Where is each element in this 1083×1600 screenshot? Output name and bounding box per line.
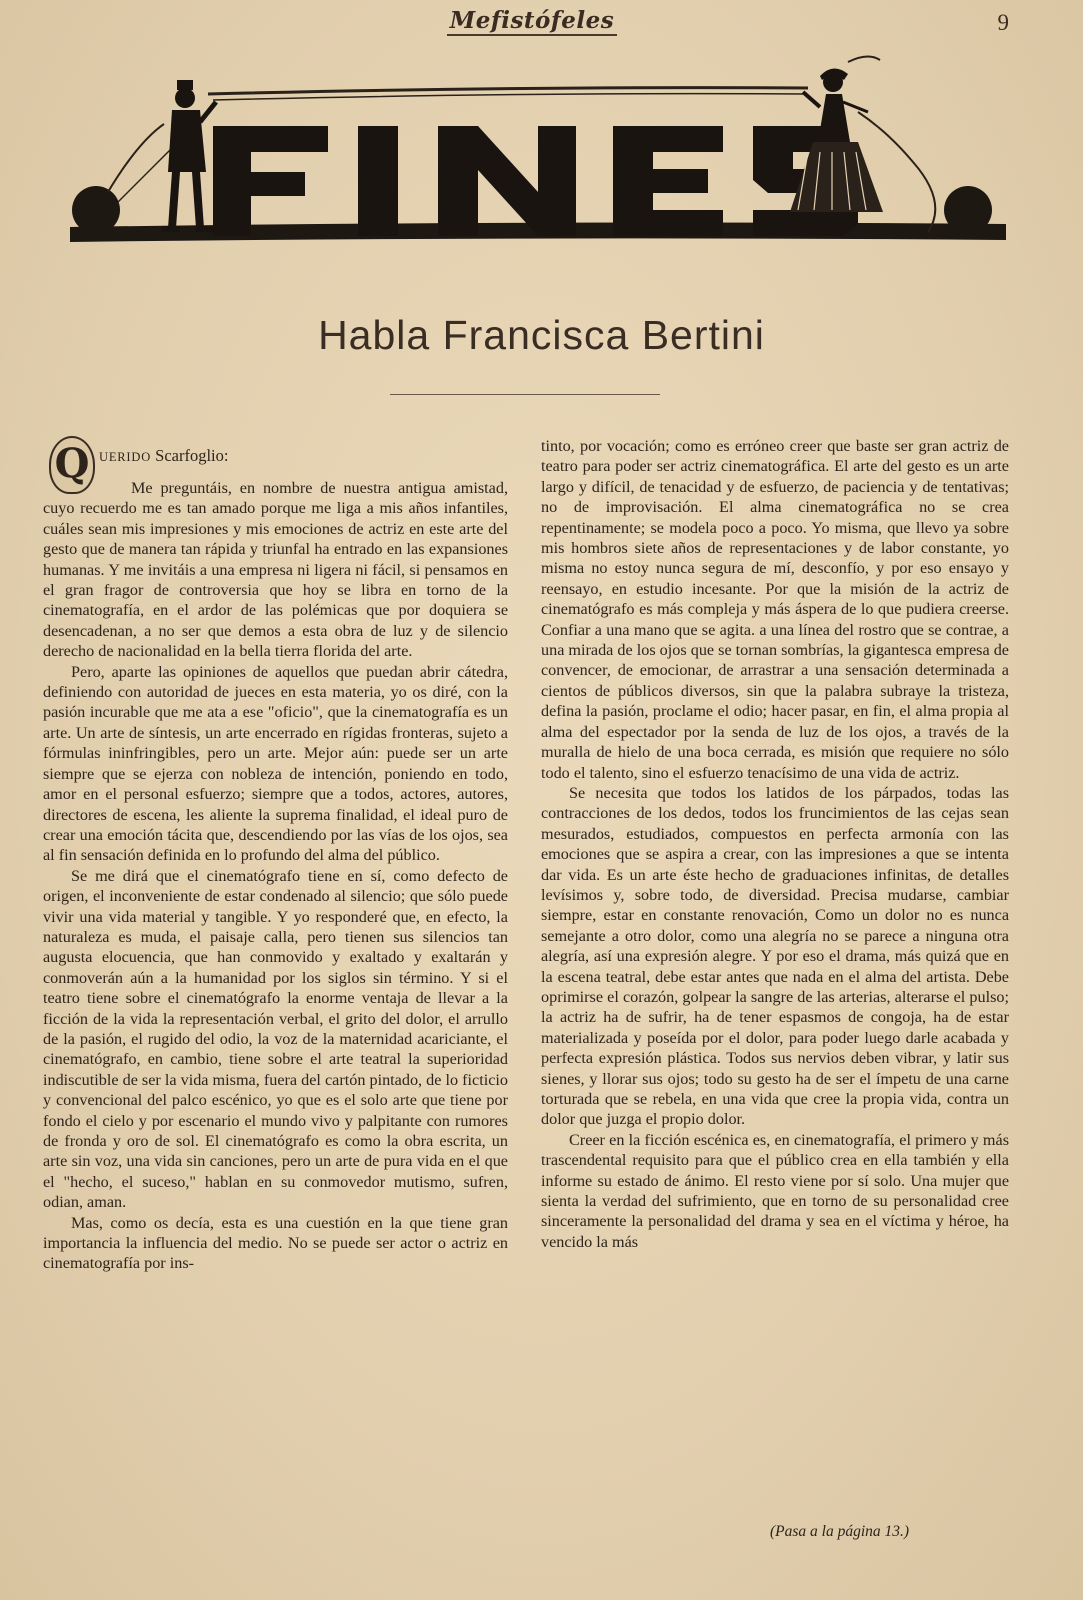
paragraph: Creer en la ficción escénica es, en cinematografía, el primero y más trascendental requisito para que el público crea en ella también y ella informe su estado de ánimo. El resto viene por sí solo. Una mujer que sienta la verdad del sufrimiento, que en torno de su personalidad cree sinceramente la personalidad del drama y sea en el víctima y héroe, ha vencido la más — [541, 1130, 1009, 1251]
paragraph-continuation: tinto, por vocación; como es erróneo creer que baste ser gran actriz de teatro para poder ser actriz cinematográfica. El arte del gesto es un arte largo y difícil, de tenacidad y de esfuerzo, de paciencia y de tentativas; no de improvisación. El alma cinematográfica no se crea repentinamente; se modela poco a poco. Yo misma, que llevo ya sobre mis hombros siete años de representaciones y de labor constante, yo misma no estoy nunca segura de mí, desconfío, y por eso ensayo y reensayo, en estudio incesante. Por que la misión de la actriz de cinematógrafo es más compleja y más áspera de lo que pudiera creerse. Confiar a una mano que se agita. a una línea del rostro que se contrae, a una mirada de los ojos que se tornan sombrías, la gigantesca empresa de convencer, de emocionar, de arrastrar a una sensación determinada a cientos de públicos diversos, sin que la palabra subraye la tristeza, defina la pasión, proclame el odio; hacer pasar, en fin, el alma propia al alma del espectador por la senda de luz de los ojos, a través de la muralla de hielo de una boca cerrada, es misión que requiere no sólo todo el talento, sino el esfuerzo tenacísimo de una vida de actriz. — [541, 437, 1009, 782]
title-divider — [390, 394, 660, 395]
right-column — [541, 436, 1009, 1252]
salutation-text — [99, 446, 228, 467]
salutation-rest: Scarfoglio: — [151, 446, 229, 465]
salutation — [43, 436, 508, 487]
paragraph: Mas, como os decía, esta es una cuestión en la que tiene gran importancia la influencia del medio. No se puede ser actor o actriz en cinematografía por ins- — [43, 1213, 508, 1273]
paragraph: Me preguntáis, en nombre de nuestra antigua amistad, cuyo recuerdo me es tan amado porque me liga a mis años infantiles, cuáles sean mis impresiones y mis emociones de actriz en este arte del gesto que de manera tan rápida y triunfal ha entrado en las expansiones humanas. Y me invitáis a una empresa ni ligera ni fácil, si pensamos en el gran fragor de controversia que hoy se libra en torno de la cinematografía, en el ardor de las polémicas que por doquiera se desencadenan, a no ser que demos a esta obra de luz y de silencio derecho de nacionalidad en la bella tierra florida del arte. — [43, 479, 508, 661]
paragraph: Pero, aparte las opiniones de aquellos que puedan abrir cátedra, definiendo con autoridad de jueces en esta materia, yo os diré, con la pasión incurable que me ata a ese "oficio", que la cinematografía es un arte. Un arte de síntesis, un arte encerrado en rígidas fronteras, sujeto a fórmulas ininfringibles, pero un arte. Mejor aún: puede ser un arte siempre que se ejerza con nobleza de intención, poniendo en todo, amor en el personal esfuerzo; siempre que a todos, actores, autores, directores de escena, les aliente la suprema finalidad, el ideal puro de crear una emoción tácita que, descendiendo por las vías de los ojos, sea al fin sensación definida en lo profundo del alma del público. — [43, 662, 508, 865]
page-number: 9 — [997, 10, 1009, 35]
article-title: Habla Francisca Bertini — [318, 312, 765, 358]
masthead — [0, 8, 1083, 48]
left-column — [43, 436, 508, 1274]
salutation-small-caps: UERIDO — [99, 450, 152, 464]
paragraph: Se necesita que todos los latidos de los párpados, todas las contracciones de los dedos, todos los fruncimientos de las cejas sean mesurados, estudiados, compuestos en perfecta armonía con las emociones que se aspira a crear, con las impresiones a que se intenta dar vida. Es un arte éste hecho de graduaciones infinitas, de detalles levísimos y, sobre todo, de diversidad. Precisa mudarse, cambiar siempre, estar en constante renovación, Como un dolor no es nunca semejante a otro dolor, como una alegría no se parece a ninguna otra alegría, así una expresión alegre. Y por eso el drama, más quizá que en la escena teatral, debe estar antes que nada en el alma del artista. Debe oprimirse el corazón, golpear la sangre de las arterias, alterarse el pulso; la actriz ha de sufrir, ha de tener espasmos de congoja, ha de estar materializada y poseída por el dolor, para poder luego darle acabada y perfecta expresión plástica. Todos sus nervios deben vibrar, y latir sus sienes, y llorar sus ojos; todo su gesto ha de ser el ímpetu de una carne torturada que se rebela, en una vida que cree la propia vida, contra un dolor que juzga el propio dolor. — [541, 783, 1009, 1129]
continued-note: (Pasa a la página 13.) — [770, 1523, 910, 1540]
paragraph: Se me dirá que el cinematógrafo tiene en sí, como defecto de origen, el inconveniente de estar condenado al silencio; que sólo puede vivir una vida material y tangible. Y yo responderé que, en efecto, la naturaleza es muda, el paisaje calla, pero tienen sus silencios tan augusta elocuencia, que han conmovido y exaltado y exaltarán y conmoverán aún a la humanidad por los siglos sin término. Y si el teatro tiene sobre el cinematógrafo la enorme ventaja de llevar a la ficción de la vida la representación verbal, el grito del dolor, el arrullo de la pasión, el rugido del odio, la voz de la maternidad acariciante, el cinematógrafo, en cambio, tiene sobre el arte teatral la superioridad indiscutible de ser la vida misma, fuera del cartón pintado, de lo ficticio y convencional del palco escénico, yo que es el solo arte que tiene por fondo el cielo y por escenario el mundo vivo y palpitante con rumores de fronda y oro de sol. El cinematógrafo es como la obra escrita, un arte sin voz, una vida sin canciones, pero un arte de pura vida en el que el "hecho, el suceso," hablan en su conmovedor mutismo, sufren, odian, aman. — [43, 866, 508, 1212]
drop-cap: Q — [49, 436, 95, 494]
fines-banner-illustration — [68, 52, 1008, 262]
magazine-name: Mefistófeles — [447, 8, 617, 36]
